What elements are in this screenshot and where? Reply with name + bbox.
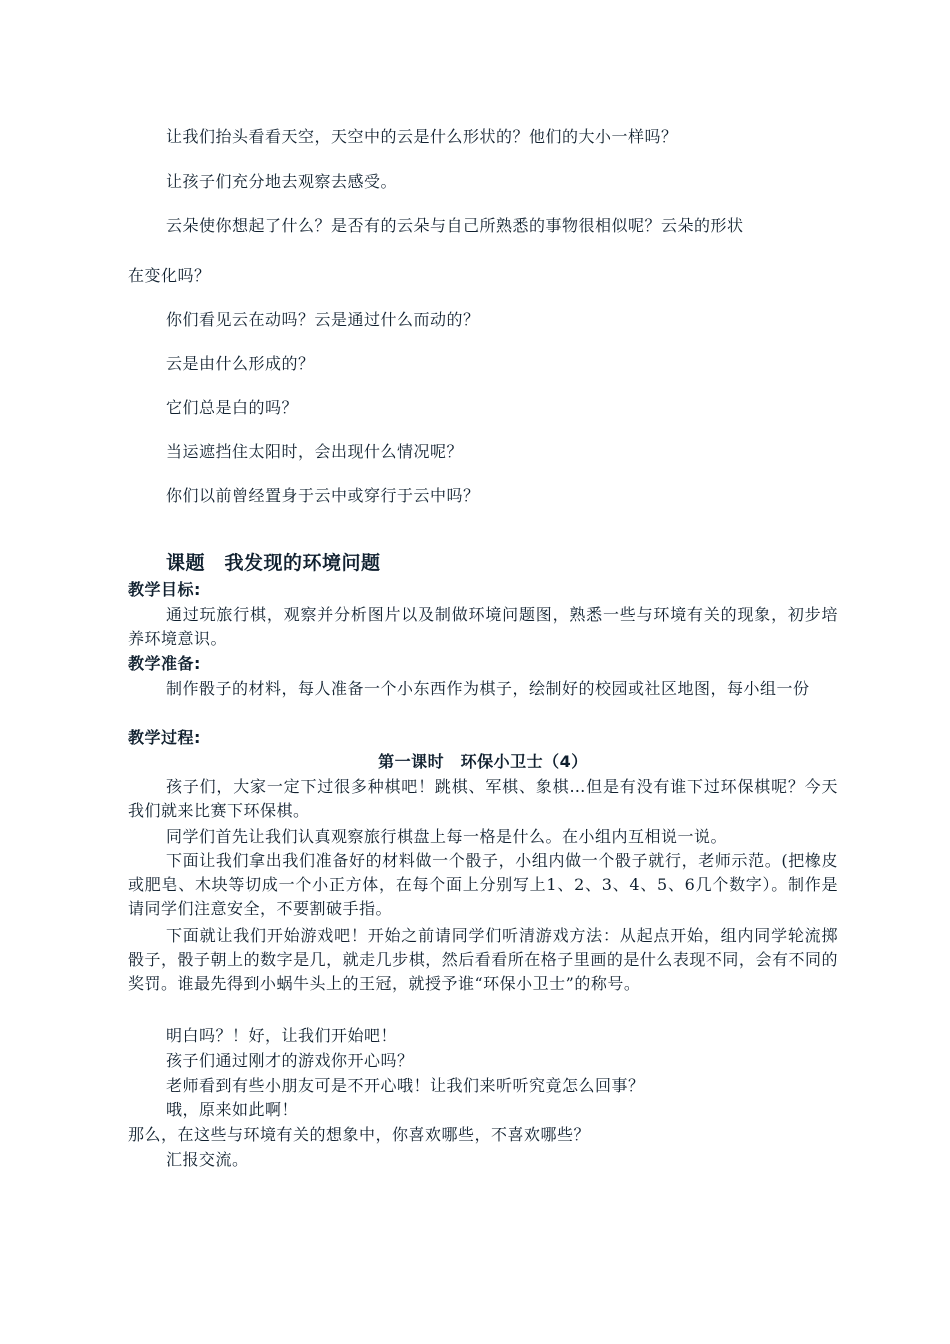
paragraph-cloud-remind-cont: 在变化吗？ (128, 266, 211, 285)
closing-question: 那么，在这些与环境有关的想象中，你喜欢哪些，不喜欢哪些？ (128, 1125, 591, 1144)
process-paragraph-observe-board: 同学们首先让我们认真观察旅行棋盘上每一格是什么。在小组内互相说一说。 (166, 827, 728, 846)
paragraph-observe: 让孩子们充分地去观察去感受。 (166, 172, 398, 191)
closing-report: 汇报交流。 (166, 1150, 249, 1169)
paragraph-cloud-form: 云是由什么形成的？ (166, 354, 315, 373)
process-paragraph-oh: 哦，原来如此啊！ (166, 1100, 299, 1119)
paragraph-cloud-remind: 云朵使你想起了什么？是否有的云朵与自己所熟悉的事物很相似呢？云朵的形状 (166, 216, 744, 235)
paragraph-sky-shape: 让我们抬头看看天空，天空中的云是什么形状的？他们的大小一样吗？ (166, 127, 678, 146)
prep-text: 制作骰子的材料，每人准备一个小东西作为棋子，绘制好的校园或社区地图，每小组一份 (166, 679, 810, 698)
section-title: 第一课时 环保小卫士（4） (378, 752, 588, 771)
lesson-title: 课题 我发现的环境问题 (166, 552, 381, 574)
process-paragraph-chess: 孩子们，大家一定下过很多种棋吧！跳棋、军棋、象棋…但是有没有谁下过环保棋呢？今天我们就来比赛下环保棋。 (128, 777, 838, 820)
prep-label: 教学准备: (128, 654, 201, 673)
process-paragraph-unhappy: 老师看到有些小朋友可是不开心哦！让我们来听听究竟怎么回事？ (166, 1076, 645, 1095)
paragraph-cloud-inside: 你们以前曾经置身于云中或穿行于云中吗？ (166, 486, 480, 505)
paragraph-cloud-move: 你们看见云在动吗？云是通过什么而动的？ (166, 310, 480, 329)
process-paragraph-start: 明白吗？！好，让我们开始吧！ (166, 1026, 398, 1045)
goal-label: 教学目标: (128, 580, 201, 599)
process-label: 教学过程: (128, 728, 201, 747)
process-paragraph-rules: 下面就让我们开始游戏吧！开始之前请同学们听清游戏方法：从起点开始，组内同学轮流掷骰子，骰子朝上的数字是几，就走几步棋，然后看看所在格子里画的是什么表现不同，会有不同的奖罚。谁最先得到小蜗牛头上的王冠，就授予谁“环保小卫士”的称号。 (128, 926, 838, 993)
goal-text: 通过玩旅行棋，观察并分析图片以及制做环境问题图，熟悉一些与环境有关的现象，初步培养环境意识。 (128, 605, 838, 648)
process-paragraph-dice: 下面让我们拿出我们准备好的材料做一个骰子，小组内做一个骰子就行，老师示范。(把橡皮或肥皂、木块等切成一个小正方体，在每个面上分别写上1、2、3、4、5、6几个数字）。制作是请同学们注意安全，不要割破手指。 (128, 851, 838, 918)
process-paragraph-happy: 孩子们通过刚才的游戏你开心吗？ (166, 1051, 414, 1070)
paragraph-cloud-sun: 当运遮挡住太阳时，会出现什么情况呢？ (166, 442, 464, 461)
paragraph-cloud-white: 它们总是白的吗？ (166, 398, 299, 417)
